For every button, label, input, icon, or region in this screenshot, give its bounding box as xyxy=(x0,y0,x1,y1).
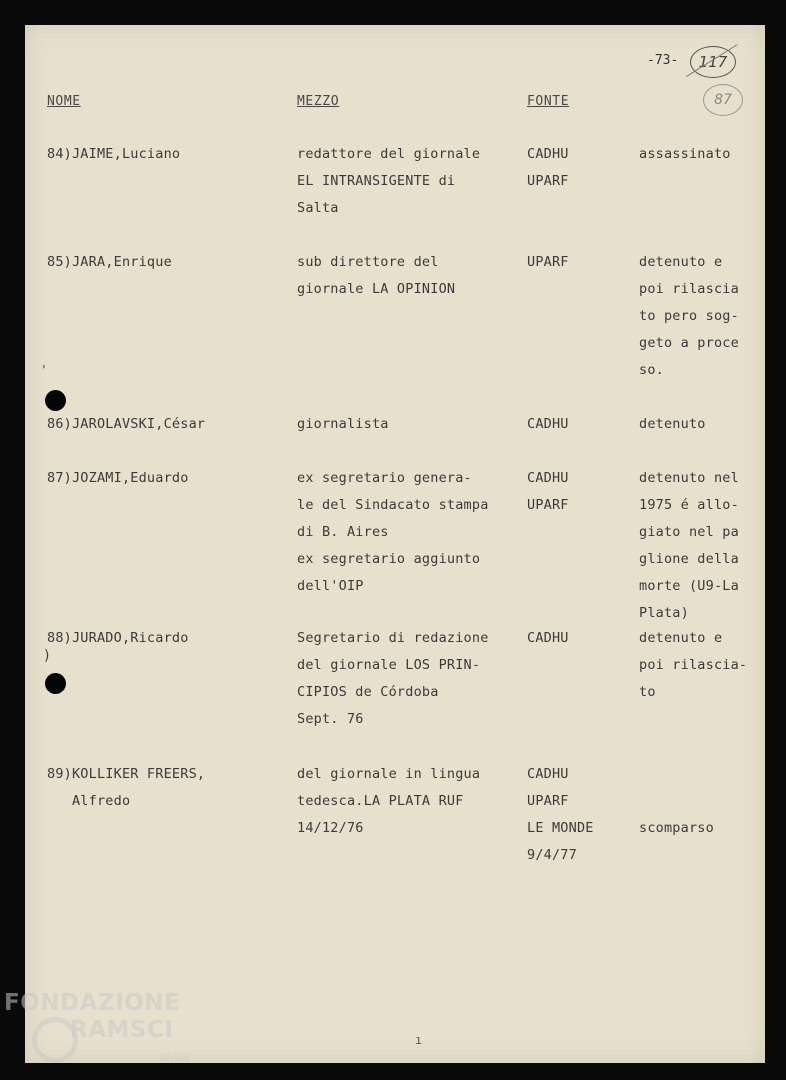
entry-mezzo-line: del giornale LOS PRIN- xyxy=(297,657,481,673)
entry-mezzo-line: ex segretario aggiunto xyxy=(297,551,481,567)
entry-mezzo-line: Salta xyxy=(297,200,339,216)
entry-note-line: morte (U9-La xyxy=(639,578,739,594)
entry-mezzo-line: tedesca.LA PLATA RUF xyxy=(297,793,464,809)
header-nome: NOME xyxy=(47,94,81,109)
entry-nome-line: 85)JARA,Enrique xyxy=(47,254,172,270)
entry-note-line: geto a proce xyxy=(639,335,739,351)
entry-note-line: so. xyxy=(639,362,664,378)
watermark-line3: onlus xyxy=(160,1050,190,1063)
entry-fonte-line: CADHU xyxy=(527,146,569,162)
entry-mezzo-line: giornale LA OPINION xyxy=(297,281,456,297)
entry-note-line: to pero sog- xyxy=(639,308,739,324)
header-fonte: FONTE xyxy=(527,94,570,109)
pencil-mark-top: ˒ xyxy=(42,360,47,376)
entry-mezzo-line: dell'OIP xyxy=(297,578,364,594)
entry-mezzo-line: EL INTRANSIGENTE di xyxy=(297,173,456,189)
entry-mezzo-line: CIPIOS de Córdoba xyxy=(297,684,439,700)
punch-hole-top xyxy=(45,390,66,411)
pencil-mark-bottom: ) xyxy=(44,648,50,664)
entry-mezzo-line: ex segretario genera- xyxy=(297,470,472,486)
circled-struck-number: 87 xyxy=(703,84,743,116)
entry-note-line: detenuto e xyxy=(639,630,723,646)
entry-note-line: Plata) xyxy=(639,605,689,621)
entry-note-line: glione della xyxy=(639,551,739,567)
entry-fonte-line: CADHU xyxy=(527,470,569,486)
header-mezzo: MEZZO xyxy=(297,94,340,109)
entry-mezzo-line: Sept. 76 xyxy=(297,711,364,727)
entry-fonte-line: UPARF xyxy=(527,497,569,513)
entry-note-line: scomparso xyxy=(639,820,714,836)
entry-mezzo-line: le del Sindacato stampa xyxy=(297,497,489,513)
entry-note-line: poi rilascia- xyxy=(639,657,748,673)
entry-note-line: poi rilascia xyxy=(639,281,739,297)
entry-fonte-line: UPARF xyxy=(527,173,569,189)
entry-note-line: 1975 é allo- xyxy=(639,497,739,513)
entry-fonte-line: LE MONDE xyxy=(527,820,594,836)
entry-nome-line: 84)JAIME,Luciano xyxy=(47,146,181,162)
entry-mezzo-line: del giornale in lingua xyxy=(297,766,481,782)
entry-nome-line: 88)JURADO,Ricardo xyxy=(47,630,189,646)
entry-note-line: assassinato xyxy=(639,146,731,162)
footer-mark: ı xyxy=(415,1033,423,1047)
entry-nome-line: 87)JOZAMI,Eduardo xyxy=(47,470,189,486)
entry-mezzo-line: giornalista xyxy=(297,416,389,432)
entry-note-line: to xyxy=(639,684,656,700)
watermark-line2: RAMSCI xyxy=(70,1017,174,1043)
entry-note-line: giato nel pa xyxy=(639,524,739,540)
entry-fonte-line: UPARF xyxy=(527,254,569,270)
page-number: -73- xyxy=(647,53,679,68)
entry-mezzo-line: Segretario di redazione xyxy=(297,630,489,646)
punch-hole-bottom xyxy=(45,673,66,694)
entry-mezzo-line: sub direttore del xyxy=(297,254,439,270)
entry-fonte-line: 9/4/77 xyxy=(527,847,577,863)
entry-mezzo-line: redattore del giornale xyxy=(297,146,481,162)
entry-note-line: detenuto e xyxy=(639,254,723,270)
entry-note-line: detenuto nel xyxy=(639,470,739,486)
entry-mezzo-line: 14/12/76 xyxy=(297,820,364,836)
entry-nome-line: 86)JAROLAVSKI,César xyxy=(47,416,206,432)
entry-mezzo-line: di B. Aires xyxy=(297,524,389,540)
entry-nome-line: Alfredo xyxy=(47,793,131,809)
entry-nome-line: 89)KOLLIKER FREERS, xyxy=(47,766,206,782)
entry-fonte-line: UPARF xyxy=(527,793,569,809)
entry-fonte-line: CADHU xyxy=(527,630,569,646)
watermark-line1: FONDAZIONE xyxy=(4,990,181,1016)
circled-page-number: 117 xyxy=(690,46,736,78)
entry-note-line: detenuto xyxy=(639,416,706,432)
entry-fonte-line: CADHU xyxy=(527,416,569,432)
entry-fonte-line: CADHU xyxy=(527,766,569,782)
